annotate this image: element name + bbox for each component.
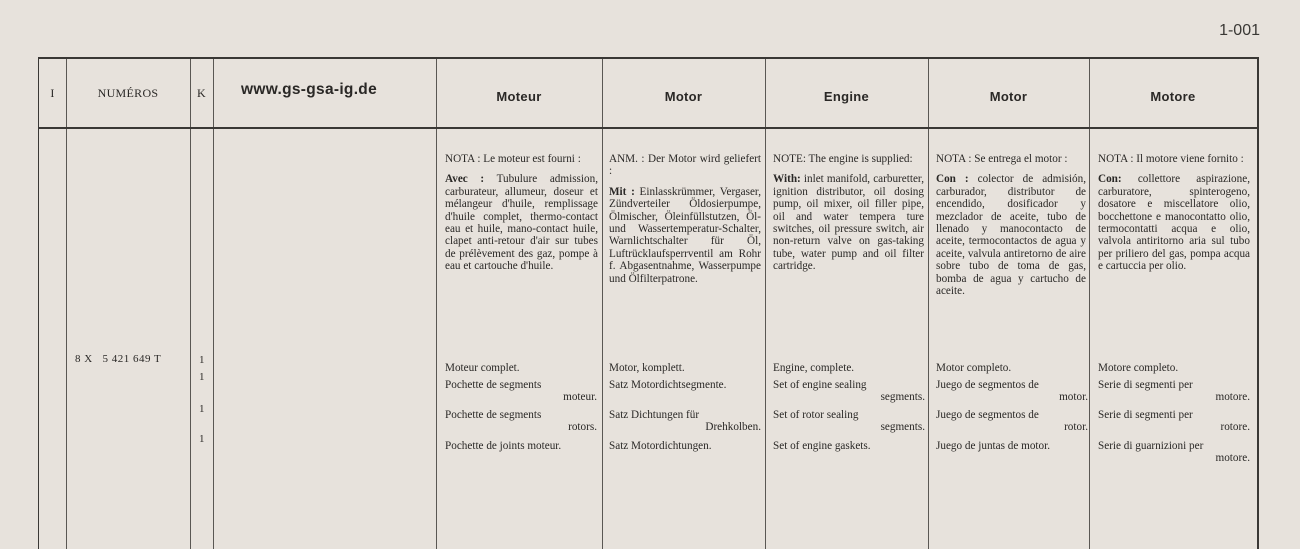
quantity: 1 [199,433,205,445]
parts-table [38,57,1259,549]
column-divider [436,59,437,549]
header-lang-it: Motore [1150,88,1196,104]
header-lang-de: Motor [664,88,703,104]
item-fr-2: Pochette de segments rotors. [445,409,597,434]
item-it-3: Serie di guarnizioni per motore. [1098,440,1250,465]
item-it-2: Serie di segmenti per rotore. [1098,409,1250,434]
item-it-1: Serie di segmenti per motore. [1098,379,1250,404]
column-divider [602,59,603,549]
note-de: ANM. : Der Motor wird geliefert : Mit : Einlasskrümmer, Vergaser, Zündverteiler Öldosierpumpe, Ölmischer, Öleinfüllstutzen, Öl- und Wassertemperatur-Schalter, Warnlichtschalter für Öl, Luftrücklaufsperrventil am Rohr f. Abgasentnahme, Wasserpumpe und Ölfilterpatrone. [609,153,761,285]
column-divider [213,59,214,549]
item-en-2: Set of rotor sealing segments. [773,409,925,434]
page-number: 1-001 [1219,22,1260,39]
item-en-1: Set of engine sealing segments. [773,379,925,404]
column-divider [928,59,929,549]
note-fr: NOTA : Le moteur est fourni : Avec : Tubulure admission, carburateur, allumeur, doseur et mélangeur d'huile, remplissage d'huile complet, thermo-contact eau et huile, mano-contact huile, clapet anti-retour d'air sur tubes de prélèvement des gaz, pompe à eau et cartouche d'huile. [445,153,598,273]
column-divider [190,59,191,549]
quantity: 1 [199,403,205,415]
website-watermark: www.gs-gsa-ig.de [241,81,377,98]
item-de-3: Satz Motordichtungen. [609,440,712,452]
item-it-0: Motore completo. [1098,362,1179,374]
item-fr-1: Pochette de segments moteur. [445,379,597,404]
column-divider [66,59,67,549]
item-de-1: Satz Motordichtsegmente. [609,379,727,391]
item-en-0: Engine, complete. [773,362,855,374]
item-de-2: Satz Dichtungen für Drehkolben. [609,409,761,434]
item-es-0: Motor completo. [936,362,1012,374]
note-it: NOTA : Il motore viene fornito : Con: collettore aspirazione, carburatore, spinterogeno, dosatore e miscellatore olio, bocchettone e manocontatto olio, termocontatti acqua e olio, valvola antiritorno aria sul tubo per priliero del gas, pompa acqua e cartuccia per olio. [1098,153,1251,273]
header-lang-fr: Moteur [496,88,542,104]
part-number: 8 X 5 421 649 T [75,353,162,365]
column-divider [1089,59,1090,549]
item-es-3: Juego de juntas de motor. [936,440,1051,452]
header-lang-es: Motor [989,88,1028,104]
header-col-i: I [50,85,55,100]
quantity: 1 [199,354,205,366]
item-fr-3: Pochette de joints moteur. [445,440,562,452]
item-fr-0: Moteur complet. [445,362,520,374]
note-es: NOTA : Se entrega el motor : Con : colector de admisión, carburador, distributor de encendido, dosificador y mezclador de aceite, tubo de llenado y manocontacto de aceite, termocontactos de agua y aceite, valvula antiretorno de aire sobre tubo de toma de gas, bomba de agua y cartucho de aceite. [936,153,1087,298]
header-lang-en: Engine [823,88,870,104]
note-en: NOTE: The engine is supplied: With: inlet manifold, carburetter, ignition distributor, oil dosing pump, oil mixer, oil filler pipe, oil and water tempera ture switches, oil pressure switch, air non-return valve on gas-taking tube, water pump and oil filter cartridge. [773,153,924,273]
item-es-2: Juego de segmentos de rotor. [936,409,1088,434]
item-en-3: Set of engine gaskets. [773,440,871,452]
item-de-0: Motor, komplett. [609,362,685,374]
item-es-1: Juego de segmentos de motor. [936,379,1088,404]
table-header [39,59,1257,129]
column-divider [765,59,766,549]
header-col-numeros: NUMÉROS [97,85,159,100]
header-col-k: K [197,85,206,100]
quantity: 1 [199,371,205,383]
